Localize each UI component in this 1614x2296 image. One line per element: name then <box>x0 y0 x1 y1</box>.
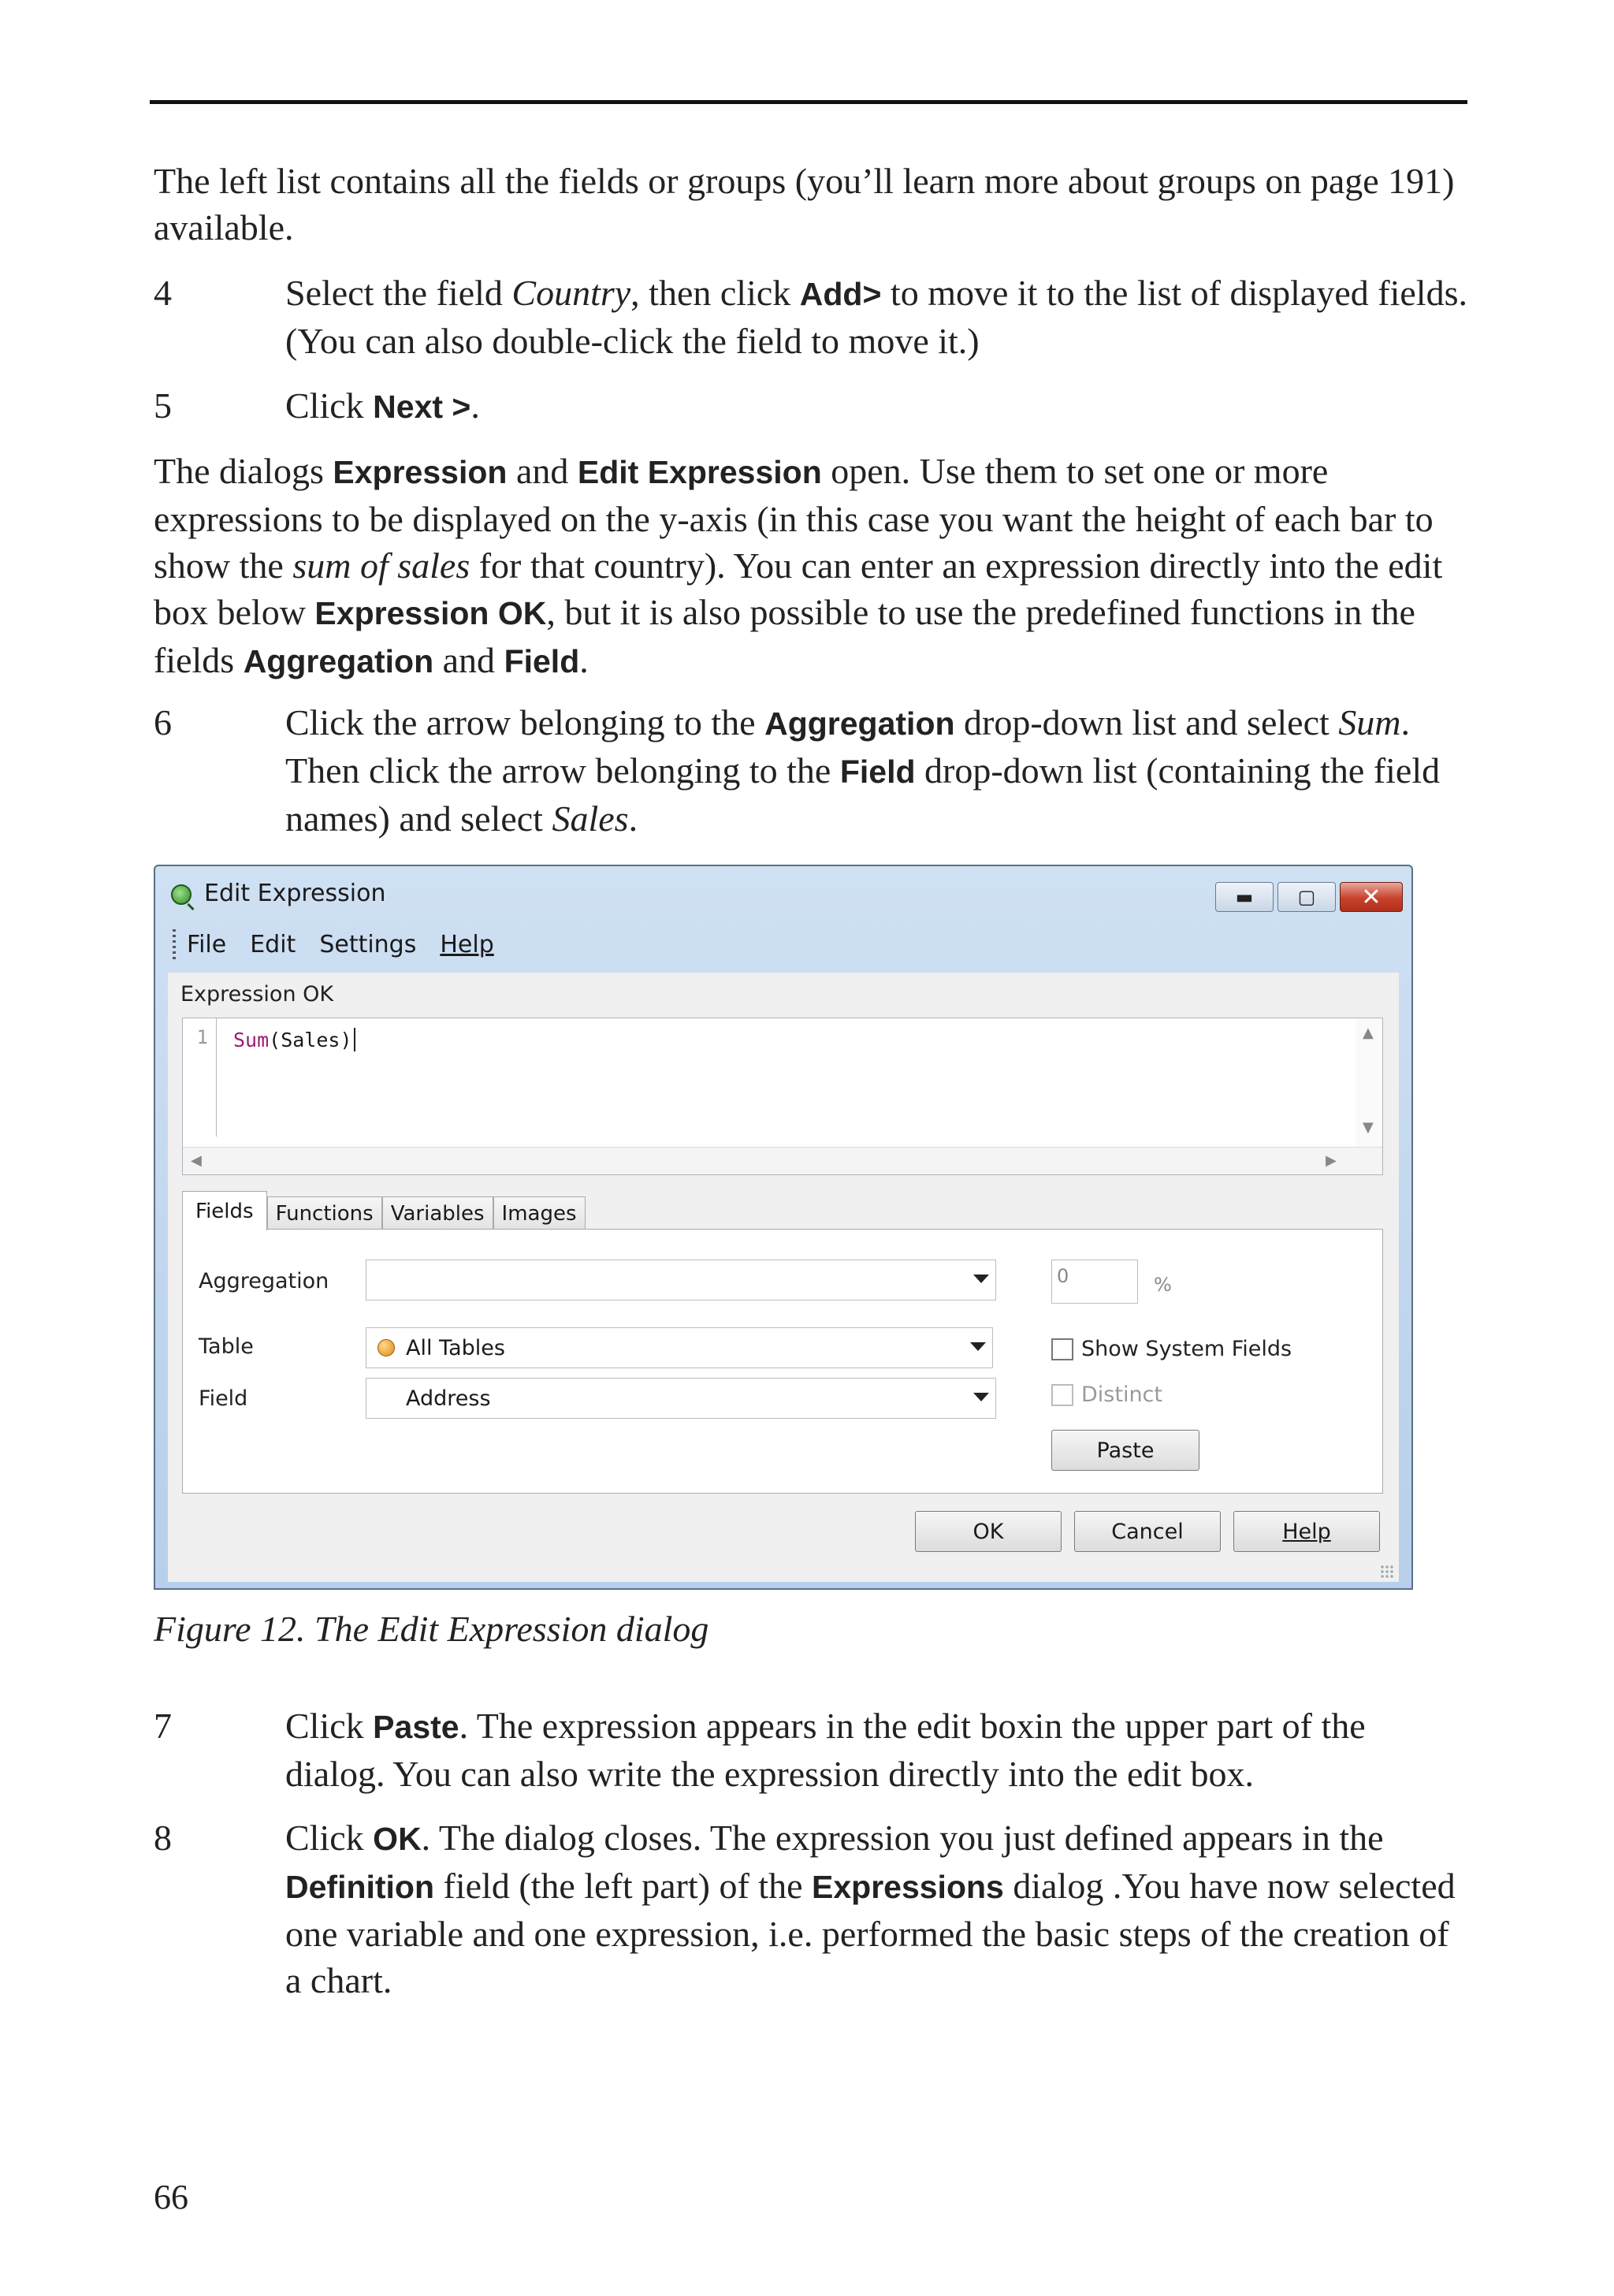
expression-status-label: Expression OK <box>180 982 334 1007</box>
chevron-down-icon[interactable] <box>973 1393 989 1401</box>
ui-term: Definition <box>285 1869 435 1905</box>
header-rule <box>150 100 1467 104</box>
expression-editor[interactable] <box>182 1018 1383 1175</box>
text-run: . <box>628 798 638 839</box>
text-run: dialog .You have now selected one variable and one expression, i.e. performed the basic steps of the creation of a chart. <box>285 1866 1456 2000</box>
close-button[interactable] <box>1340 882 1403 912</box>
italic-term: Country <box>511 273 631 313</box>
step-number: 8 <box>154 1818 172 1858</box>
ui-term: Aggregation <box>764 705 955 742</box>
edit-expression-dialog <box>154 865 1413 1590</box>
tab-label: Fields <box>195 1199 254 1223</box>
resize-grip-icon[interactable] <box>1380 1565 1394 1579</box>
table-select[interactable] <box>366 1327 993 1368</box>
tab-variables[interactable] <box>382 1196 493 1230</box>
percent-sign: % <box>1154 1274 1172 1296</box>
text-run: , then click <box>630 273 800 313</box>
table-value: All Tables <box>406 1336 505 1360</box>
percent-input[interactable] <box>1051 1260 1138 1304</box>
paste-button-label: Paste <box>1096 1438 1155 1463</box>
line-number-gutter <box>183 1018 217 1137</box>
ok-button[interactable] <box>915 1511 1062 1552</box>
table-label: Table <box>199 1334 254 1359</box>
text-run: open. Use them to set one or more expressions to be displayed on the y-axis (in this case you want the height of each bar to show the <box>154 451 1434 586</box>
text-run: drop-down list (containing the field names) and select <box>285 750 1441 839</box>
text-run: , but it is also possible to use the predefined functions in the fields <box>154 592 1415 680</box>
aggregation-label: Aggregation <box>199 1269 329 1293</box>
menu-edit[interactable]: Edit <box>250 930 296 958</box>
scroll-up-icon[interactable]: ▲ <box>1363 1025 1374 1041</box>
minimize-button[interactable] <box>1215 882 1274 912</box>
ui-term: Expression <box>333 454 508 490</box>
dialog-title: Edit Expression <box>204 880 386 907</box>
help-button-label: Help <box>1282 1519 1331 1544</box>
scroll-left-icon[interactable]: ◀ <box>191 1152 202 1169</box>
vertical-scrollbar[interactable] <box>1356 1018 1382 1149</box>
expression-code[interactable] <box>233 1028 355 1051</box>
tab-fields[interactable] <box>182 1191 267 1230</box>
minimize-icon: ▬ <box>1235 886 1254 908</box>
text-run: Click <box>285 385 374 426</box>
italic-term: sum of sales <box>292 545 470 586</box>
tab-images[interactable] <box>493 1196 586 1230</box>
italic-term: Sales <box>552 798 629 839</box>
chevron-down-icon[interactable] <box>970 1342 986 1351</box>
qlikview-app-icon <box>171 884 192 905</box>
text-run: . <box>579 640 589 680</box>
maximize-icon: ▢ <box>1297 886 1316 908</box>
distinct-checkbox[interactable] <box>1051 1384 1073 1406</box>
field-label: Field <box>199 1386 248 1411</box>
close-icon: ✕ <box>1361 883 1382 911</box>
text-run: The dialogs <box>154 451 333 491</box>
paragraph-intro-text: The left list contains all the fields or groups (you’ll learn more about groups on page 191) available. <box>154 161 1455 247</box>
dialog-client-area <box>168 973 1399 1582</box>
text-run: to move it to the list of displayed fields. (You can also double-click the field to move it.) <box>285 273 1467 361</box>
ui-term: Expression OK <box>314 595 547 631</box>
text-run: . <box>470 385 480 426</box>
show-system-fields-checkbox[interactable] <box>1051 1338 1073 1360</box>
ui-term: Field <box>504 643 580 679</box>
horizontal-scrollbar[interactable] <box>183 1147 1382 1174</box>
aggregation-select[interactable] <box>366 1260 996 1301</box>
figure-caption-text: Figure 12. The Edit Expression dialog <box>154 1609 709 1649</box>
text-run: . Then click the arrow belonging to the <box>285 702 1410 791</box>
dialog-titlebar[interactable] <box>155 866 1411 911</box>
tab-strip <box>182 1190 586 1230</box>
step-8-body <box>285 1814 1467 2004</box>
text-run: and <box>433 640 504 680</box>
step-6-body <box>285 699 1467 842</box>
step-4-body <box>285 270 1467 364</box>
text-run: Click <box>285 1706 374 1746</box>
maximize-button[interactable] <box>1277 882 1336 912</box>
line-number: 1 <box>196 1026 208 1048</box>
page-number <box>154 2177 188 2217</box>
page-number-text: 66 <box>154 2178 188 2216</box>
ok-button-label: OK <box>972 1519 1004 1544</box>
step-number: 7 <box>154 1706 172 1746</box>
paste-button[interactable] <box>1051 1430 1199 1471</box>
percent-value: 0 <box>1057 1265 1069 1287</box>
step-5-body <box>285 382 1467 430</box>
tab-functions[interactable] <box>267 1196 382 1230</box>
ui-term: Expressions <box>812 1869 1004 1905</box>
code-argument: (Sales) <box>269 1029 352 1051</box>
fields-tab-panel <box>182 1229 1383 1494</box>
text-run: for that country). You can enter an expression directly into the edit box below <box>154 545 1443 632</box>
text-run: Click the arrow belonging to the <box>285 702 765 742</box>
step-number: 6 <box>154 702 172 742</box>
text-run: and <box>507 451 578 491</box>
paragraph-intro <box>154 158 1466 251</box>
field-select[interactable] <box>366 1378 996 1419</box>
text-run: field (the left part) of the <box>434 1866 812 1906</box>
text-caret <box>354 1028 355 1051</box>
italic-term: Sum <box>1338 702 1401 742</box>
table-icon <box>377 1339 395 1356</box>
ui-term: Field <box>839 754 916 790</box>
step-number: 5 <box>154 385 172 426</box>
scroll-right-icon[interactable]: ▶ <box>1326 1152 1337 1169</box>
ui-term: Paste <box>373 1709 459 1745</box>
field-value: Address <box>406 1386 491 1411</box>
text-run: drop-down list and select <box>954 702 1339 742</box>
ui-term: Add> <box>799 276 882 312</box>
distinct-label: Distinct <box>1081 1382 1162 1407</box>
show-system-fields-label: Show System Fields <box>1081 1337 1292 1361</box>
help-button[interactable] <box>1233 1511 1380 1552</box>
code-function: Sum <box>233 1029 270 1051</box>
ui-term: Next > <box>373 389 471 425</box>
scroll-down-icon[interactable]: ▼ <box>1363 1119 1374 1136</box>
text-run: . The dialog closes. The expression you just defined appears in the <box>421 1818 1384 1858</box>
ui-term: OK <box>373 1821 422 1857</box>
chevron-down-icon[interactable] <box>973 1275 989 1283</box>
tab-label: Images <box>501 1201 577 1226</box>
step-7-body <box>285 1702 1467 1797</box>
text-run: Select the field <box>285 273 512 313</box>
text-run: . The expression appears in the edit boxin the upper part of the dialog. You can also write the expression directly into the edit box. <box>285 1706 1366 1794</box>
cancel-button-label: Cancel <box>1111 1519 1184 1544</box>
ui-term: Aggregation <box>243 643 434 679</box>
paragraph-dialogs <box>154 448 1466 685</box>
cancel-button[interactable] <box>1074 1511 1221 1552</box>
text-run: Click <box>285 1818 374 1858</box>
menu-help[interactable]: Help <box>440 930 494 958</box>
menu-bar <box>173 925 518 964</box>
menu-file[interactable]: File <box>187 930 227 958</box>
ui-term: Edit Expression <box>577 454 822 490</box>
tab-label: Variables <box>390 1201 485 1226</box>
figure-caption <box>154 1608 708 1650</box>
tab-label: Functions <box>275 1201 374 1226</box>
menu-settings[interactable]: Settings <box>319 930 417 958</box>
toolbar-grip-icon[interactable] <box>173 929 176 959</box>
step-number: 4 <box>154 273 172 313</box>
